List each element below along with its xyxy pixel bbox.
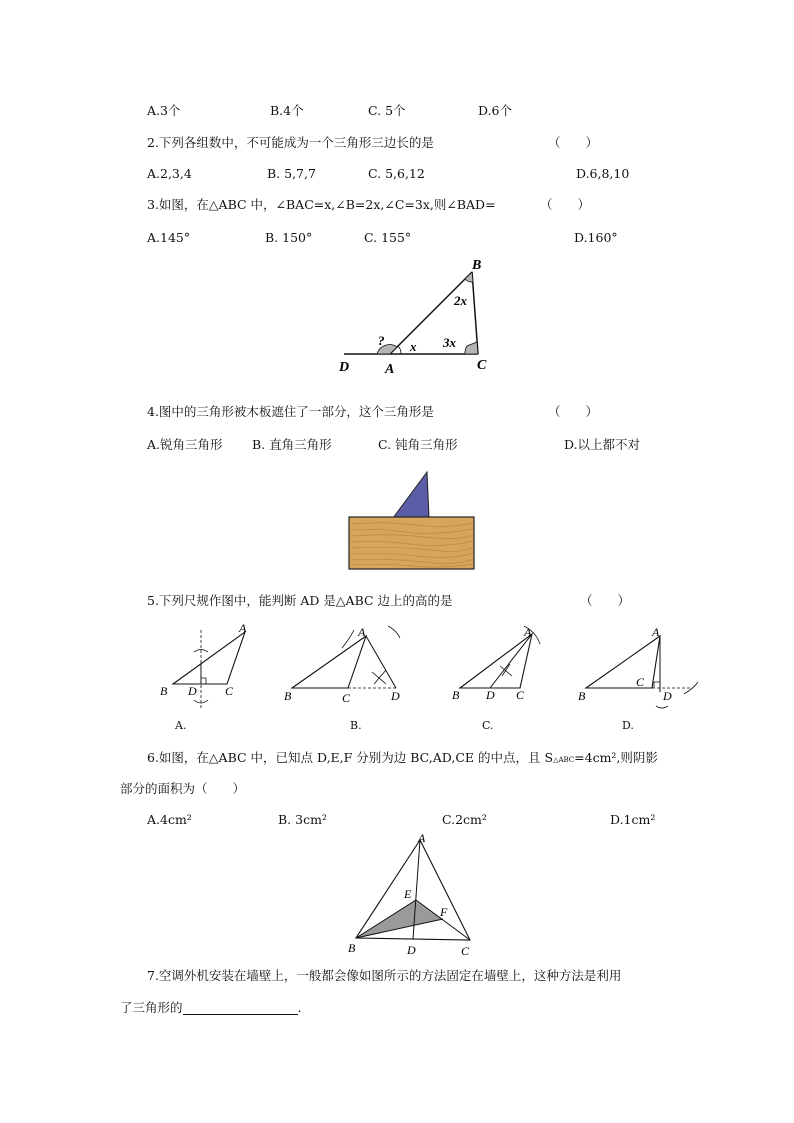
q2-option-b: B. 5,7,7	[267, 166, 316, 181]
q3-label-2x: 2x	[454, 293, 467, 308]
q6-stem-b: =4cm²,则阴影	[574, 750, 658, 765]
q3-label-d: D	[339, 360, 350, 375]
q5a-label-a: A	[239, 621, 247, 635]
q1-option-d: D.6个	[478, 103, 513, 118]
q2-option-d: D.6,8,10	[576, 166, 630, 181]
q3-line-ab	[390, 272, 472, 354]
q3-angle-x-arc	[398, 346, 401, 354]
q5-option-c: C.	[482, 719, 494, 732]
q3-option-b: B. 150°	[265, 230, 313, 245]
q5d-label-b: B	[578, 689, 586, 703]
q5a-triangle	[173, 632, 245, 684]
q3-label-q: ?	[378, 333, 385, 348]
q5a-right-angle	[201, 678, 206, 684]
q4-option-c: C. 钝角三角形	[378, 437, 458, 452]
q5-figure-c	[448, 622, 558, 712]
q6-option-b: B. 3cm²	[278, 812, 327, 827]
q5d-arc-below	[656, 706, 668, 708]
q1-option-b: B.4个	[270, 103, 304, 118]
q4-stem: 4.图中的三角形被木板遮住了一部分，这个三角形是	[147, 404, 434, 419]
q5-figure-b	[280, 622, 415, 712]
q4-option-b: B. 直角三角形	[252, 437, 332, 452]
q5a-label-c: C	[225, 684, 234, 698]
q2-stem: 2.下列各组数中，不可能成为一个三角形三边长的是	[147, 135, 434, 150]
q4-option-a: A.锐角三角形	[147, 437, 223, 452]
q5-stem: 5.下列尺规作图中，能判断 AD 是△ABC 边上的高的是	[147, 593, 453, 608]
q3-label-b: B	[472, 258, 482, 273]
q6-label-c: C	[461, 944, 470, 958]
q6-option-c: C.2cm²	[442, 812, 487, 827]
q3-triangle-figure	[330, 252, 500, 377]
q6-label-b: B	[348, 941, 356, 955]
q3-label-x: x	[410, 339, 417, 354]
q5-option-a: A.	[175, 719, 187, 732]
q5-figure-d	[572, 622, 702, 712]
q4-answer-paren: （ ）	[548, 404, 599, 419]
q5c-label-a: A	[524, 625, 532, 639]
q5c-cross	[500, 664, 512, 676]
q6-label-a: A	[418, 832, 426, 845]
q5d-arc-right	[684, 682, 698, 694]
q4-triangle	[393, 472, 429, 518]
q5-answer-paren: （ ）	[580, 593, 631, 608]
q6-stem-line2: 部分的面积为（ ）	[120, 781, 246, 796]
q5d-label-a: A	[652, 625, 660, 639]
q5c-label-c: C	[516, 688, 525, 702]
q2-answer-paren: （ ）	[548, 135, 599, 150]
q5c-label-d: D	[486, 688, 495, 702]
q5-figure-a	[155, 620, 265, 715]
q3-option-a: A.145°	[147, 230, 191, 245]
q6-stem-sub: △ABC	[553, 756, 575, 764]
q5d-label-d: D	[663, 689, 672, 703]
q3-stem: 3.如图，在△ABC 中，∠BAC=x,∠B=2x,∠C=3x,则∠BAD=	[147, 197, 496, 212]
q7-line2-b: .	[297, 1000, 302, 1015]
q5b-triangle	[292, 636, 366, 688]
q2-option-c: C. 5,6,12	[368, 166, 425, 181]
q5-option-d: D.	[622, 719, 634, 732]
q6-stem	[147, 752, 658, 765]
q3-label-3x: 3x	[443, 335, 456, 350]
q1-option-c: C. 5个	[368, 103, 406, 118]
q6-option-d: D.1cm²	[610, 812, 656, 827]
q7-line1: 7.空调外机安装在墙壁上，一般都会像如图所示的方法固定在墙壁上，这种方法是利用	[147, 968, 622, 983]
q3-option-c: C. 155°	[364, 230, 412, 245]
q5a-label-d: D	[188, 684, 197, 698]
q4-option-d: D.以上都不对	[564, 437, 641, 452]
q3-label-c: C	[477, 358, 487, 373]
q6-stem-a: 6.如图，在△ABC 中，已知点 D,E,F 分别为边 BC,AD,CE 的中点，且 S	[147, 750, 554, 765]
q5d-right-angle	[654, 682, 660, 688]
q5b-label-c: C	[342, 691, 351, 705]
q4-covered-triangle-figure	[345, 466, 480, 574]
q6-label-e: E	[404, 887, 412, 901]
q5c-label-b: B	[452, 688, 460, 702]
q5b-label-a: A	[358, 625, 366, 639]
q3-answer-paren: （ ）	[540, 197, 591, 212]
q5d-label-c: C	[636, 675, 645, 689]
q6-triangle-figure	[340, 832, 480, 960]
q3-option-d: D.160°	[574, 230, 618, 245]
q5-option-b: B.	[350, 719, 362, 732]
q3-label-a: A	[385, 362, 395, 377]
q5b-label-b: B	[284, 689, 292, 703]
q7-line2-a: 了三角形的	[120, 1000, 183, 1015]
q3-angle-c-mark	[465, 342, 478, 354]
q1-option-a: A.3个	[147, 103, 181, 118]
q7-answer-blank[interactable]	[183, 1003, 298, 1015]
q2-option-a: A.2,3,4	[147, 166, 192, 181]
q5b-cross	[372, 670, 386, 684]
q6-option-a: A.4cm²	[147, 812, 192, 827]
q5b-label-d: D	[391, 689, 400, 703]
q5a-label-b: B	[160, 684, 168, 698]
q5b-arc-right	[388, 626, 400, 638]
q7-line2	[120, 1002, 302, 1015]
q6-label-f: F	[440, 905, 448, 919]
q6-label-d: D	[407, 943, 416, 957]
q5d-triangle	[586, 636, 660, 688]
